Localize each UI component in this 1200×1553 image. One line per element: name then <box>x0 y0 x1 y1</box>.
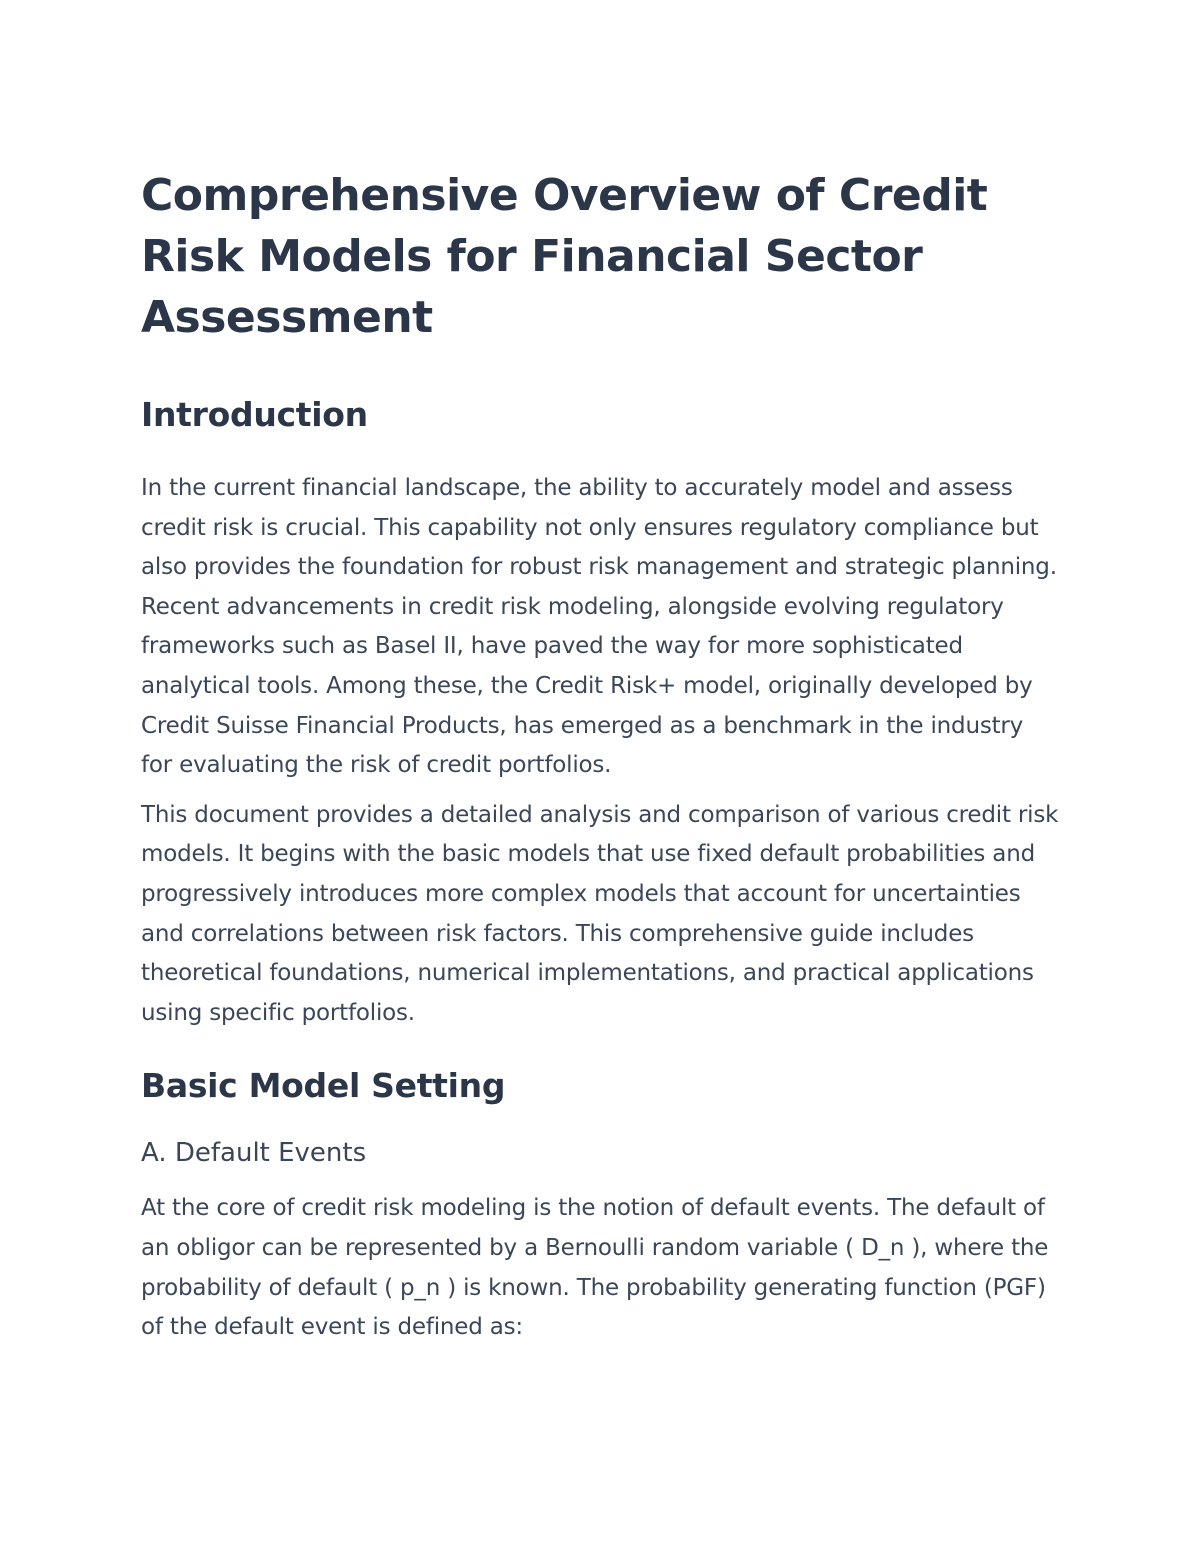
introduction-paragraph-1: In the current financial landscape, the ability to accurately model and assess credit risk is crucial. This capability not only ensures regulatory compliance but also provides the foundation for robust risk management and strategic planning. Recent advancements in credit risk modeling, alongside evolving regulatory frameworks such as Basel II, have paved the way for more sophisticated analytical tools. Among these, the Credit Risk+ model, originally developed by Credit Suisse Financial Products, has emerged as a benchmark in the industry for evaluating the risk of credit portfolios. <box>141 475 1057 779</box>
section-heading-introduction: Introduction <box>141 395 368 434</box>
subsection-heading-default-events: A. Default Events <box>141 1138 367 1169</box>
document-title: Comprehensive Overview of Credit Risk Models for Financial Sector Assessment <box>141 170 988 343</box>
section-heading-basic-model-setting: Basic Model Setting <box>141 1066 506 1106</box>
introduction-paragraph-2: This document provides a detailed analysis and comparison of various credit risk models. It begins with the basic models that use fixed default probabilities and progressively introduces more complex models that account for uncertainties and correlations between risk factors. This comprehensive guide includes theoretical foundations, numerical implementations, and practical applications using specific portfolios. <box>141 801 1059 1026</box>
document-page <box>141 165 1061 1348</box>
default-events-paragraph: At the core of credit risk modeling is the notion of default events. The default of an obligor can be represented by a Bernoulli random variable ( D_n ), where the probability of default ( p_n ) is known. The probability generating function (PGF) of the default event is defined as: <box>141 1195 1049 1341</box>
